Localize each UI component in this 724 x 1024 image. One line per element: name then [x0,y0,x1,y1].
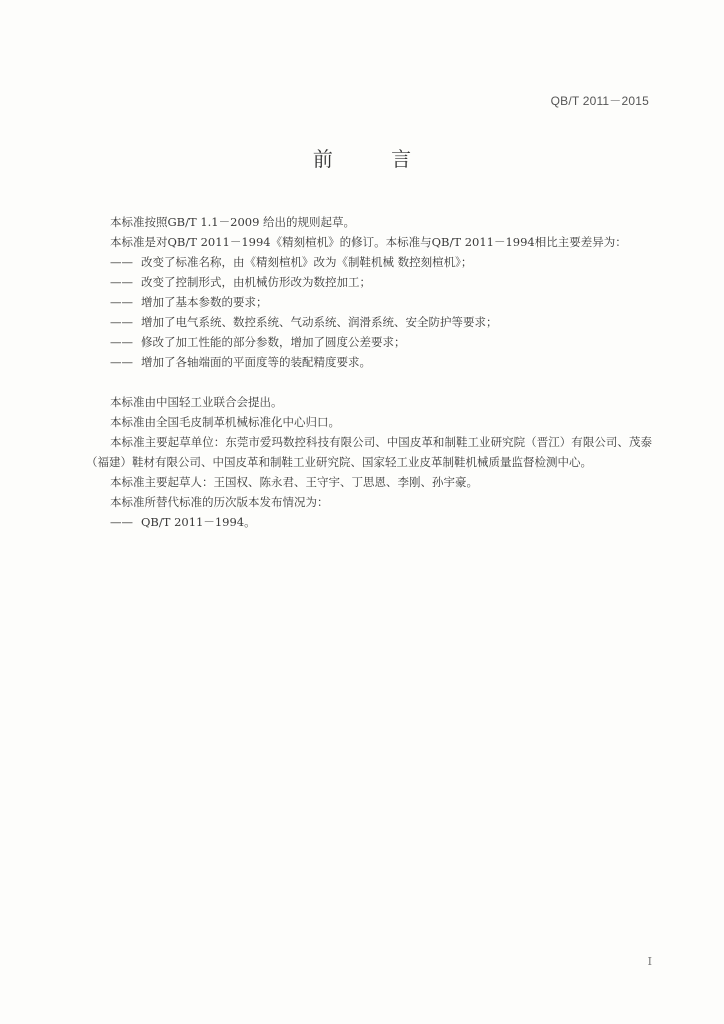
list-dash: —— [110,515,133,529]
changes-list [86,252,652,372]
list-dash: —— [110,335,133,349]
paragraph-history-intro: 本标准所替代标准的历次版本发布情况为： [110,495,329,509]
list-item-text: 修改了加工性能的部分参数，增加了圆度公差要求； [141,335,406,349]
paragraph-drafting-rules: 本标准按照GB/T 1.1－2009 给出的规则起草。 [110,215,356,229]
standard-code: QB/T 2011－2015 [550,94,649,108]
list-dash: —— [110,295,133,309]
list-item-text: 改变了控制形式，由机械仿形改为数控加工； [141,275,371,289]
list-dash: —— [110,315,133,329]
paragraph-drafters: 本标准主要起草人：王国权、陈永君、王守宇、丁思恩、李刚、孙宇豪。 [110,475,478,489]
list-item-text: 增加了各轴端面的平面度等的装配精度要求。 [141,355,371,369]
list-item [86,272,652,292]
paragraph-revision-note: 本标准是对QB/T 2011－1994《精刻楦机》的修订。本标准与QB/T 2011－1994相比主要差异为： [110,235,627,249]
list-dash: —— [110,275,133,289]
list-item [86,332,652,352]
list-item-text: 增加了基本参数的要求； [141,295,268,309]
list-item [86,312,652,332]
page-title: 前 言 [312,147,438,171]
list-item [86,252,652,272]
list-item-text: 增加了电气系统、数控系统、气动系统、润滑系统、安全防护等要求； [141,315,498,329]
page-number: I [647,955,652,968]
paragraph-drafting-units: 本标准主要起草单位：东莞市爱玛数控科技有限公司、中国皮革和制鞋工业研究院（晋江）有限公司、茂泰（福建）鞋材有限公司、中国皮革和制鞋工业研究院、国家轻工业皮革制鞋机械质量监督检测中心。 [86,435,652,469]
paragraph-proposed-by: 本标准由中国轻工业联合会提出。 [110,395,283,409]
list-dash: —— [110,355,133,369]
paragraph-centralized-by: 本标准由全国毛皮制革机械标准化中心归口。 [110,415,340,429]
list-item [86,352,652,372]
history-item-text: QB/T 2011－1994。 [141,515,256,529]
history-list-item [86,512,652,532]
list-item [86,292,652,312]
list-item-text: 改变了标准名称，由《精刻楦机》改为《制鞋机械 数控刻楦机》； [141,255,473,269]
paragraph-spacer [86,372,652,392]
foreword-body [86,212,652,532]
list-dash: —— [110,255,133,269]
